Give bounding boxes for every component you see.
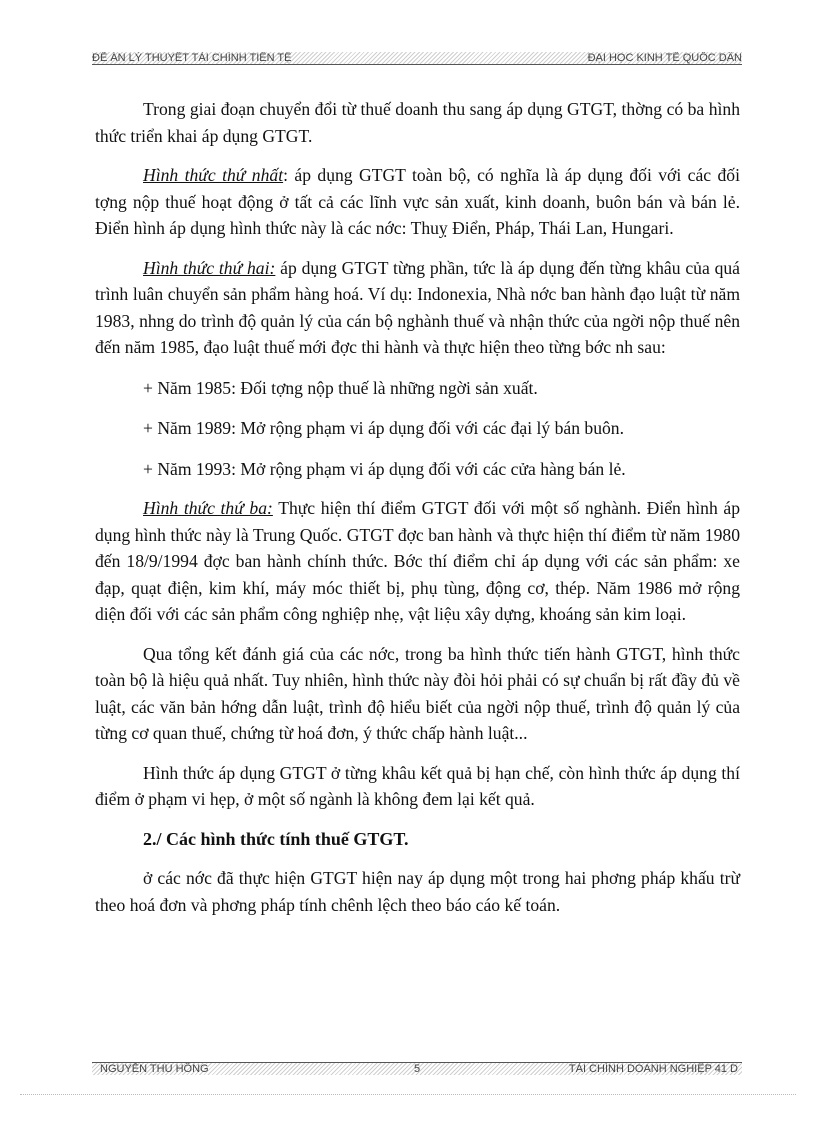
section-paragraph: ở các nớc đã thực hiện GTGT hiện nay áp dụng một trong hai phơng pháp khấu trừ theo hoá đơn và phơng pháp tính chênh lệch theo báo cáo kế toán. <box>95 868 740 915</box>
header-right-text: ĐẠI HỌC KINH TẾ QUỐC DÂN <box>587 52 742 64</box>
footer-author: NGUYỄN THU HỒNG <box>100 1063 209 1075</box>
form3-lead: Hình thức thứ ba: <box>143 498 273 518</box>
step-1993: + Năm 1993: Mở rộng phạm vi áp dụng đối với các cửa hàng bán lẻ. <box>143 458 626 479</box>
summary-paragraph-2: Hình thức áp dụng GTGT ở từng khâu kết quả bị hạn chế, còn hình thức áp dụng thí điểm ở phạm vi hẹp, ở một số ngành là không đem lại kết quả. <box>95 762 740 809</box>
page-header <box>92 52 742 65</box>
step-1989: + Năm 1989: Mở rộng phạm vi áp dụng đối với các đại lý bán buôn. <box>143 418 625 438</box>
summary-paragraph-1: Qua tổng kết đánh giá của các nớc, trong ba hình thức tiến hành GTGT, hình thức toàn bộ là hiệu quả nhất. Tuy nhiên, hình thức này đòi hỏi phải có sự chuẩn bị rất đầy đủ về luật, các văn bản hớng dẫn luật, trình độ hiểu biết của ngời nộp thuế, trình độ quản lý của từng cơ quan thuế, chứng từ hoá đơn, ý thức chấp hành luật... <box>95 643 740 743</box>
step-1985: + Năm 1985: Đối tợng nộp thuế là những ngời sản xuất. <box>143 377 538 398</box>
form2-paragraph <box>95 255 740 361</box>
form1-text: : áp dụng GTGT toàn bộ, có nghĩa là áp dụng đối với các đối tợng nộp thuế hoạt động ở tất cả các lĩnh vực sản xuất, kinh doanh, buôn bán và bán lẻ. Điển hình áp dụng hình thức này là các nớc: Thuỵ Điển, Pháp, Thái Lan, Hungari. <box>95 165 740 238</box>
intro-paragraph: Trong giai đoạn chuyển đổi từ thuế doanh thu sang áp dụng GTGT, thờng có ba hình thức triển khai áp dụng GTGT. <box>95 99 740 146</box>
header-left-text: ĐỀ ÁN LÝ THUYẾT TÀI CHÍNH TIỀN TỆ <box>92 52 292 64</box>
footer-page-number: 5 <box>414 1063 421 1075</box>
form1-lead: Hình thức thứ nhất <box>143 165 284 185</box>
section-heading: 2./ Các hình thức tính thuế GTGT. <box>143 828 409 849</box>
form2-lead: Hình thức thứ hai: <box>143 257 276 278</box>
form3-text: Thực hiện thí điểm GTGT đối với một số nghành. Điển hình áp dụng hình thức này là Trung Quốc. GTGT đợc ban hành và thực hiện thí điểm từ năm 1980 đến 18/9/1994 đợc ban hành chính thức. Bớc thí điểm chỉ áp dụng với các sản phẩm: xe đạp, quạt điện, kim khí, máy móc thiết bị, phụ tùng, động cơ, thép. Năm 1986 mở rộng diện đối với các sản phẩm công nghiệp nhẹ, vật liệu xây dựng, khoáng sản kim loại. <box>95 498 740 624</box>
page-footer <box>92 1062 742 1075</box>
page-edge-divider <box>20 1094 796 1095</box>
form3-paragraph <box>95 495 740 628</box>
footer-class: TÀI CHÍNH DOANH NGHIỆP 41 D <box>568 1063 738 1075</box>
form2-text: áp dụng GTGT từng phần, tức là áp dụng đến từng khâu của quá trình luân chuyển sản phẩm hàng hoá. Ví dụ: Indonexia, Nhà nớc ban hành đạo luật từ năm 1983, nhng do trình độ quản lý của cán bộ nghành thuế và nhận thức của ngời nộp thuế nên đến năm 1985, đạo luật thuế mới đợc thi hành và thực hiện theo từng bớc nh sau: <box>95 257 740 357</box>
document-body <box>95 96 740 918</box>
form1-paragraph <box>95 162 740 242</box>
